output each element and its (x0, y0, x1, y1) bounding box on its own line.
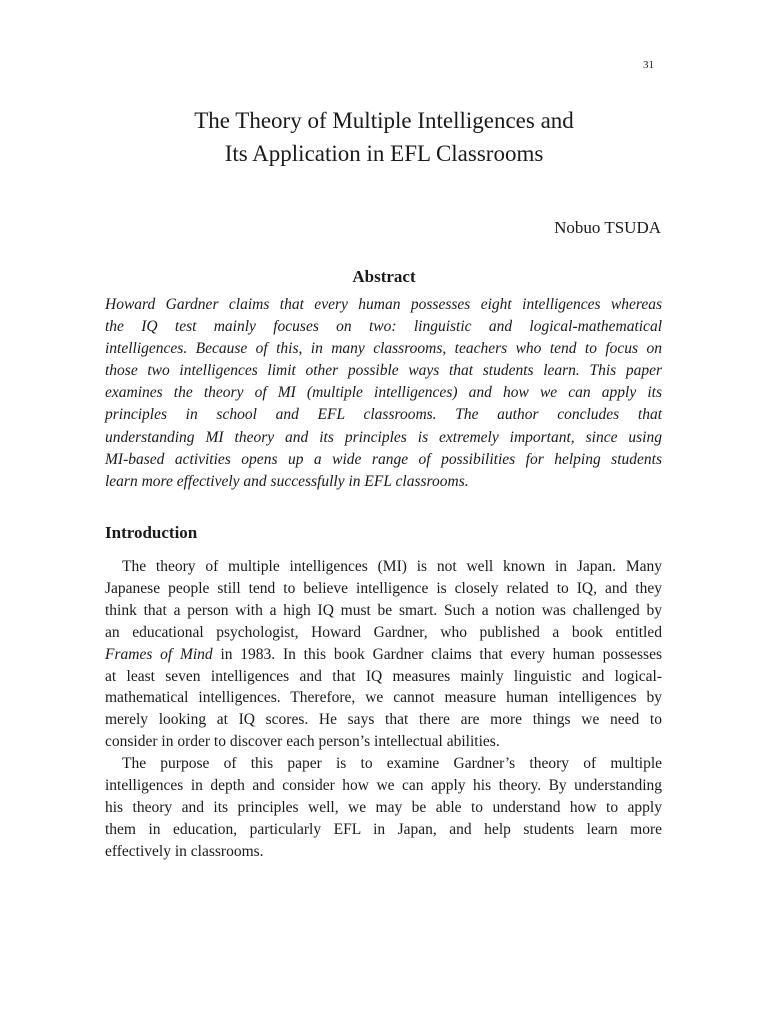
body-line: them in education, particularly EFL in Japan, and help students learn more (105, 820, 662, 838)
body-line: Japanese people still tend to believe intelligence is closely related to IQ, and they (105, 579, 662, 597)
book-title: Frames of Mind (105, 645, 213, 663)
introduction-body (105, 556, 662, 863)
body-line: merely looking at IQ scores. He says that there are more things we need to (105, 711, 662, 729)
body-line (105, 644, 662, 666)
body-line: an educational psychologist, Howard Gardner, who published a book entitled (105, 623, 662, 641)
abstract-line: understanding MI theory and its principles is extremely important, since using (105, 428, 662, 446)
abstract-body (105, 294, 662, 493)
abstract-line: intelligences. Because of this, in many classrooms, teachers who tend to focus on (105, 340, 662, 358)
body-line: The theory of multiple intelligences (MI) is not well known in Japan. Many (122, 558, 662, 575)
abstract-heading: Abstract (352, 267, 416, 286)
introduction-heading: Introduction (105, 523, 198, 542)
abstract-line: those two intelligences limit other possible ways that students learn. This paper (105, 362, 662, 380)
body-line: at least seven intelligences and that IQ measures mainly linguistic and logical- (105, 667, 662, 685)
abstract-line: the IQ test mainly focuses on two: linguistic and logical-mathematical (105, 318, 662, 336)
abstract-line: learn more effectively and successfully in EFL classrooms. (105, 472, 469, 490)
body-line: mathematical intelligences. Therefore, we cannot measure human intelligences by (105, 689, 662, 707)
title-line-1: The Theory of Multiple Intelligences and (194, 108, 574, 133)
author-name: Nobuo TSUDA (554, 218, 661, 237)
body-line-text: in 1983. In this book Gardner claims that every human possesses (212, 645, 662, 663)
abstract-line: MI-based activities opens up a wide range of possibilities for helping students (105, 450, 662, 468)
abstract-line: Howard Gardner claims that every human possesses eight intelligences whereas (105, 296, 662, 313)
body-line: think that a person with a high IQ must be smart. Such a notion was challenged by (105, 601, 662, 619)
abstract-line: examines the theory of MI (multiple intelligences) and how we can apply its (105, 384, 662, 402)
page-number: 31 (643, 59, 654, 71)
title-line-2: Its Application in EFL Classrooms (224, 141, 544, 166)
body-line: effectively in classrooms. (105, 842, 264, 860)
body-line: consider in order to discover each person’s intellectual abilities. (105, 733, 500, 751)
body-line: The purpose of this paper is to examine Gardner’s theory of multiple (122, 755, 662, 773)
body-line: intelligences in depth and consider how we can apply his theory. By understanding (105, 777, 662, 795)
paper-title (0, 104, 768, 170)
abstract-line: principles in school and EFL classrooms. The author concludes that (105, 406, 662, 424)
body-line: his theory and its principles well, we may be able to understand how to apply (105, 798, 662, 816)
